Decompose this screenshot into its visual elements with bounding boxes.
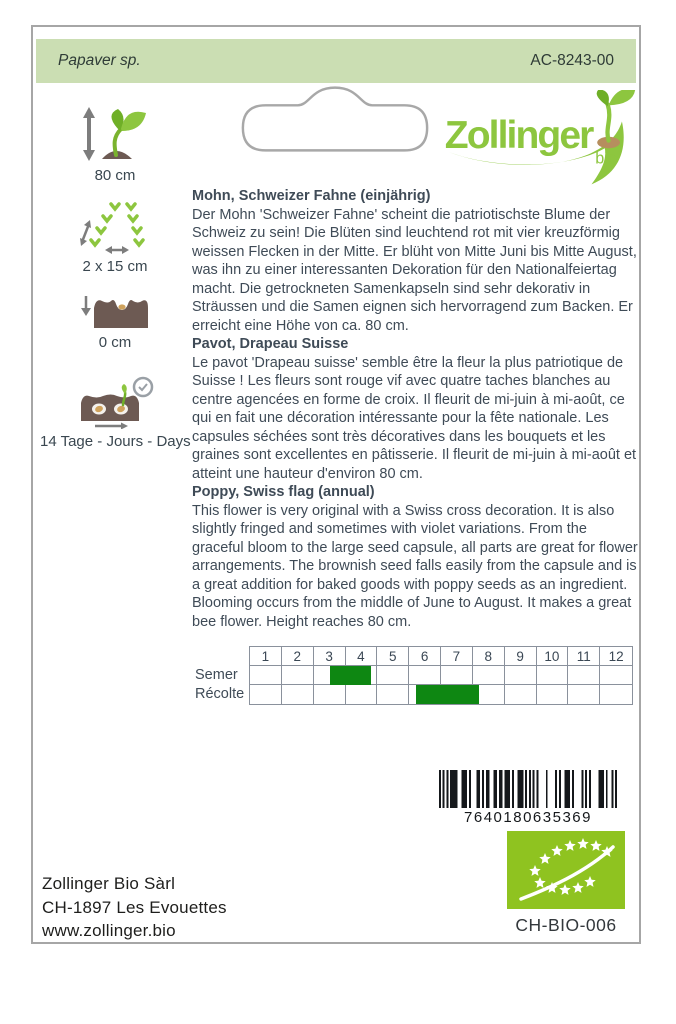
description-body: Der Mohn 'Schweizer Fahne' scheint die patriotischste Blume der Schweiz zu sein! Die Blüten sind leuchtend rot mit vier kreuzförmig weissen Flecken in der Mitte. Er blüht von Mitte Juni bis Mitte August, was ihn zu einer interessanten Dekoration für den Nationalfeiertag macht. Die getrockneten Samenkapseln sind sehr dekorativ in Sträussen und die Samen eignen sich hervorragend zum Backen. Er erreicht eine Höhe von ca. 80 cm. xyxy=(192,206,637,334)
calendar-cell xyxy=(600,666,632,685)
calendar-cell xyxy=(282,685,314,704)
brand-bio-label: bio xyxy=(595,149,617,168)
descriptions xyxy=(192,187,638,631)
calendar-row-labels xyxy=(195,666,244,704)
calendar-month-header: 2 xyxy=(282,647,314,666)
footer-address xyxy=(42,872,227,943)
spec-item-depth xyxy=(40,288,190,351)
calendar-month-header: 11 xyxy=(568,647,600,666)
calendar-cell xyxy=(505,666,537,685)
calendar-month-header: 9 xyxy=(505,647,537,666)
calendar-cell xyxy=(250,685,282,704)
calendar-row-label: Semer xyxy=(195,667,238,683)
description-body: Le pavot 'Drapeau suisse' semble être la fleur la plus patriotique de Suisse ! Les fleurs sont rouge vif avec quatre taches blanches au centre agencées en forme de croix. Il fleurit de mi-juin à mi-août, ce qui en fait une décoration intéressante pour la fête nationale. Les capsules séchées sont très décoratives dans les bouquets et les graines sont excellentes en pâtisserie. Il fleurit de mi-juin à mi-août et atteint une hauteur d'environ 80 cm. xyxy=(192,354,637,482)
calendar-bar xyxy=(330,666,371,685)
barcode-digits: 7640180635369 xyxy=(464,809,592,826)
calendar-cell xyxy=(314,685,346,704)
logo-sprout-leaf-left xyxy=(597,90,609,106)
description-body: This flower is very original with a Swiss cross decoration. It is also slightly fringed and sometimes with violet variations. From the graceful bloom to the large seed capsule, all parts are great for flower arrangements. The brownish seed falls easily from the capsule and is a great addition for baked goods with poppy seeds as an ingredient. Blooming occurs from the middle of June to August. It makes a great bee flower. Height reaches 80 cm. xyxy=(192,502,638,630)
calendar-row-label: Récolte xyxy=(195,686,245,702)
calendar-cell xyxy=(600,685,632,704)
calendar-bar xyxy=(416,685,480,704)
spec-label: 0 cm xyxy=(98,334,132,351)
brand-wordmark: Zollinger xyxy=(444,114,593,158)
plant-height-icon xyxy=(80,105,150,163)
description-fr xyxy=(192,335,638,483)
spec-item-spacing xyxy=(40,198,190,275)
calendar-month-header: 4 xyxy=(346,647,378,666)
calendar-cell xyxy=(377,685,409,704)
calendar-month-header: 10 xyxy=(537,647,569,666)
company-website: www.zollinger.bio xyxy=(42,921,176,940)
sowing-depth-icon xyxy=(78,288,152,330)
calendar-cell xyxy=(568,685,600,704)
header-band xyxy=(36,39,636,83)
sowing-calendar xyxy=(249,646,633,705)
logo-sprout-leaf-right xyxy=(609,90,636,105)
calendar-cell xyxy=(473,666,505,685)
calendar-cell xyxy=(409,666,441,685)
calendar-month-header: 8 xyxy=(473,647,505,666)
calendar-cell xyxy=(346,685,378,704)
article-number: AC-8243-00 xyxy=(530,52,614,69)
calendar-cell xyxy=(282,666,314,685)
company-name: Zollinger Bio Sàrl xyxy=(42,874,176,893)
barcode xyxy=(439,770,617,826)
spec-label: 14 Tage - Jours - Days xyxy=(40,433,191,450)
calendar-cell xyxy=(568,666,600,685)
description-title: Pavot, Drapeau Suisse xyxy=(192,336,349,352)
description-de xyxy=(192,187,638,335)
eu-organic-leaf-logo xyxy=(507,831,625,909)
spec-item-height xyxy=(40,105,190,184)
germination-time-icon xyxy=(71,375,159,429)
calendar-month-header: 12 xyxy=(600,647,632,666)
calendar-month-header: 3 xyxy=(314,647,346,666)
seed-packet-back xyxy=(31,25,641,944)
logo-sprout-stem xyxy=(608,104,610,140)
description-title: Poppy, Swiss flag (annual) xyxy=(192,484,375,500)
description-en xyxy=(192,483,638,631)
organic-certification-code: CH-BIO-006 xyxy=(515,915,617,935)
calendar-cell xyxy=(441,666,473,685)
calendar-cell xyxy=(250,666,282,685)
calendar-cell xyxy=(377,666,409,685)
hang-tab-cutout xyxy=(237,85,433,155)
species-name: Papaver sp. xyxy=(58,52,141,69)
spec-label: 80 cm xyxy=(94,167,136,184)
barcode-bars xyxy=(439,770,617,808)
calendar-month-header: 1 xyxy=(250,647,282,666)
calendar-month-header: 5 xyxy=(377,647,409,666)
row-spacing-icon xyxy=(75,198,155,254)
calendar-month-header: 7 xyxy=(441,647,473,666)
company-address: CH-1897 Les Evouettes xyxy=(42,897,227,917)
description-title: Mohn, Schweizer Fahne (einjährig) xyxy=(192,188,431,204)
calendar-cell xyxy=(537,666,569,685)
calendar-month-header: 6 xyxy=(409,647,441,666)
calendar-cell xyxy=(505,685,537,704)
spec-item-germination xyxy=(40,375,190,450)
calendar-cell xyxy=(537,685,569,704)
spec-label: 2 x 15 cm xyxy=(82,258,148,275)
